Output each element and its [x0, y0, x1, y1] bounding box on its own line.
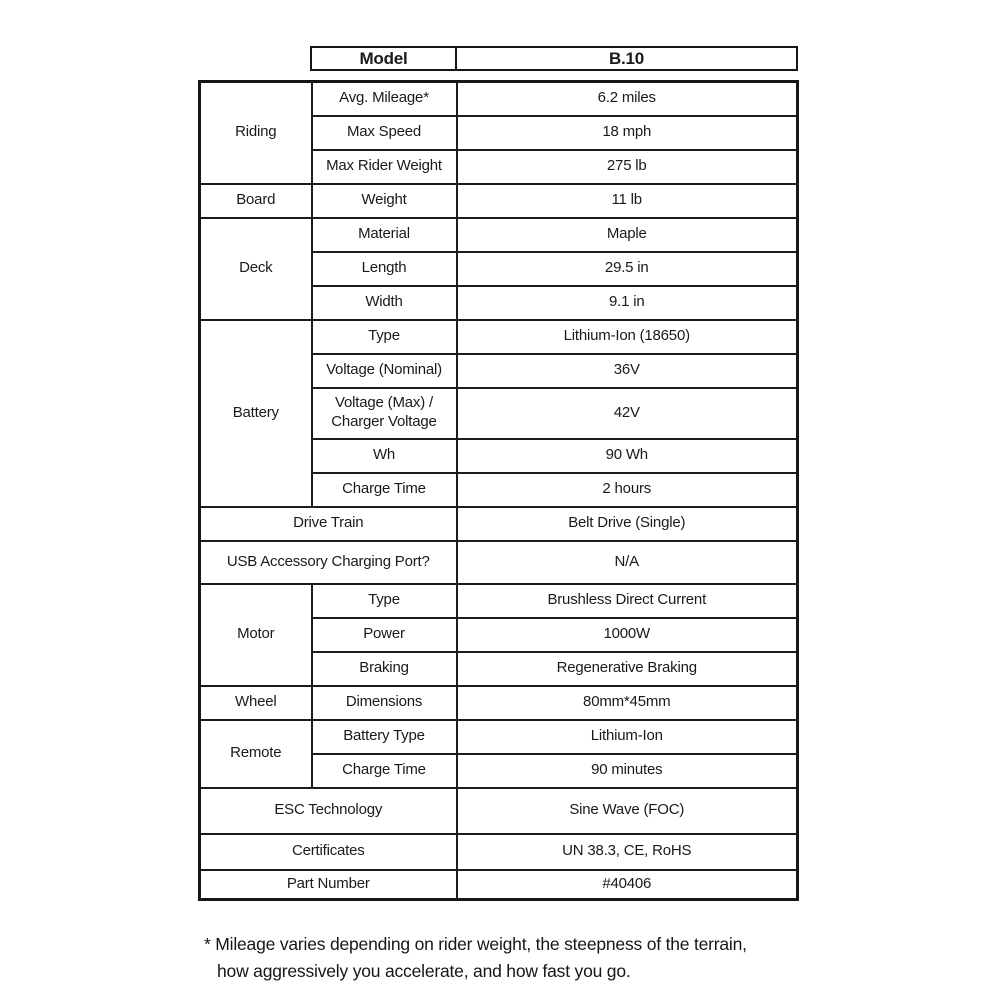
category-cell-battery: Battery [200, 320, 312, 507]
table-row [200, 584, 798, 618]
category-cell-deck: Deck [200, 218, 312, 320]
table-row [200, 870, 798, 900]
spec-value-cell: 6.2 miles [457, 82, 798, 116]
table-row [200, 82, 798, 116]
model-header-row [311, 47, 797, 70]
spec-label-cell: Wh [312, 439, 457, 473]
spec-label-cell-part-number: Part Number [200, 870, 457, 900]
spec-label-cell: Length [312, 252, 457, 286]
table-row [200, 720, 798, 754]
spec-value-cell: Regenerative Braking [457, 652, 798, 686]
spec-label-cell-certificates: Certificates [200, 834, 457, 870]
spec-label-cell: Material [312, 218, 457, 252]
table-row [200, 320, 798, 354]
footnote-line-1: * Mileage varies depending on rider weight, the steepness of the terrain, [204, 934, 747, 954]
spec-label-cell: Dimensions [312, 686, 457, 720]
spec-value-cell: 90 Wh [457, 439, 798, 473]
spec-value-cell: 1000W [457, 618, 798, 652]
spec-value-cell: Maple [457, 218, 798, 252]
spec-value-cell: 11 lb [457, 184, 798, 218]
spec-label-cell-drive-train: Drive Train [200, 507, 457, 541]
table-row [200, 218, 798, 252]
spec-value-cell: Lithium-Ion (18650) [457, 320, 798, 354]
model-header-label: Model [311, 47, 456, 70]
spec-value-cell: 80mm*45mm [457, 686, 798, 720]
table-row [200, 541, 798, 584]
spec-value-cell: 42V [457, 388, 798, 439]
spec-label-cell: Max Rider Weight [312, 150, 457, 184]
spec-label-cell: Charge Time [312, 754, 457, 788]
table-row [200, 184, 798, 218]
spec-value-cell: 90 minutes [457, 754, 798, 788]
spec-label-cell: Battery Type [312, 720, 457, 754]
table-row [200, 788, 798, 834]
category-cell-board: Board [200, 184, 312, 218]
model-header-table [310, 46, 798, 71]
spec-value-cell: N/A [457, 541, 798, 584]
spec-value-cell: 2 hours [457, 473, 798, 507]
table-row [200, 507, 798, 541]
category-cell-motor: Motor [200, 584, 312, 686]
spec-label-cell: Power [312, 618, 457, 652]
footnote-line-2: how aggressively you accelerate, and how fast you go. [217, 961, 631, 981]
spec-label-cell: Braking [312, 652, 457, 686]
spec-value-cell: 29.5 in [457, 252, 798, 286]
spec-label-cell: Voltage (Nominal) [312, 354, 457, 388]
spec-value-cell: Brushless Direct Current [457, 584, 798, 618]
spec-label-cell: Type [312, 320, 457, 354]
model-header-value: B.10 [456, 47, 797, 70]
spec-table [198, 80, 799, 901]
spec-label-cell: Width [312, 286, 457, 320]
spec-value-cell: Sine Wave (FOC) [457, 788, 798, 834]
spec-label-cell-usb-port: USB Accessory Charging Port? [200, 541, 457, 584]
spec-label-cell: Charge Time [312, 473, 457, 507]
spec-label-cell: Type [312, 584, 457, 618]
category-cell-riding: Riding [200, 82, 312, 184]
spec-value-cell: #40406 [457, 870, 798, 900]
spec-value-cell: 9.1 in [457, 286, 798, 320]
spec-value-cell: Lithium-Ion [457, 720, 798, 754]
spec-label-cell-esc-technology: ESC Technology [200, 788, 457, 834]
spec-value-cell: UN 38.3, CE, RoHS [457, 834, 798, 870]
mileage-footnote [204, 931, 844, 985]
spec-label-cell: Voltage (Max) / Charger Voltage [312, 388, 457, 439]
category-cell-wheel: Wheel [200, 686, 312, 720]
table-row [200, 834, 798, 870]
spec-value-cell: 275 lb [457, 150, 798, 184]
category-cell-remote: Remote [200, 720, 312, 788]
spec-value-cell: 36V [457, 354, 798, 388]
spec-label-cell: Weight [312, 184, 457, 218]
spec-label-cell: Max Speed [312, 116, 457, 150]
spec-value-cell: Belt Drive (Single) [457, 507, 798, 541]
spec-value-cell: 18 mph [457, 116, 798, 150]
spec-label-cell: Avg. Mileage* [312, 82, 457, 116]
table-row [200, 686, 798, 720]
